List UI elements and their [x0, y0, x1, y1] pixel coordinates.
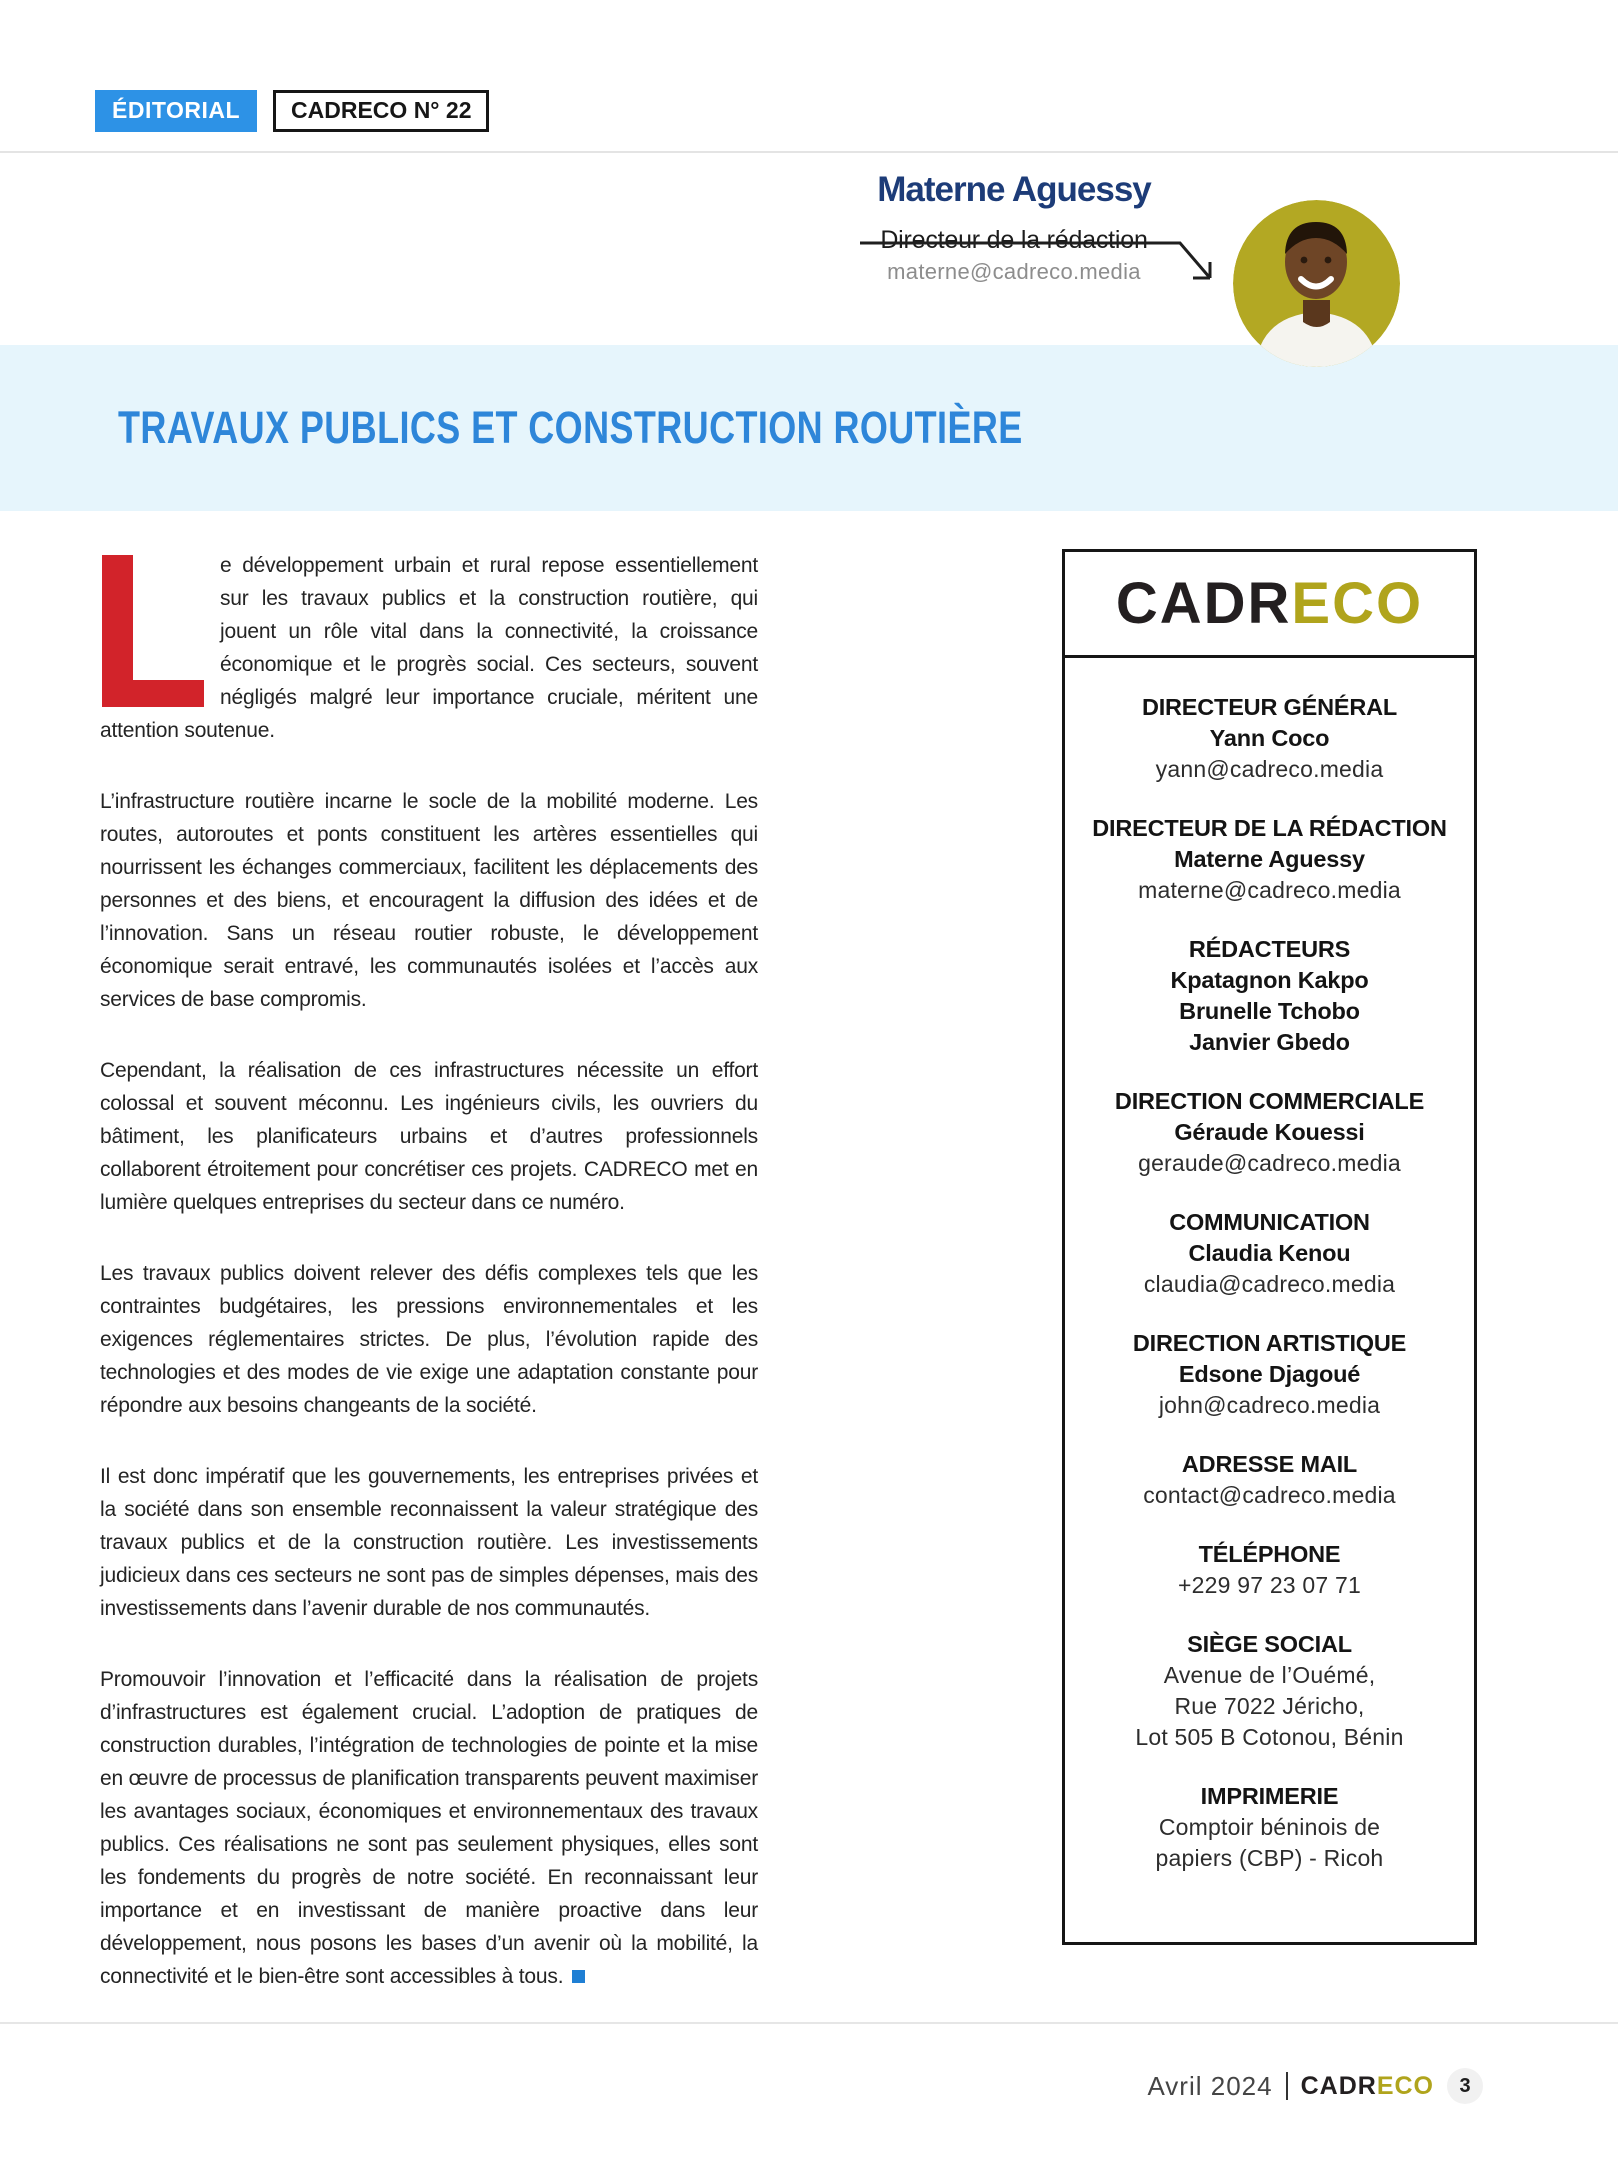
author-name: Materne Aguessy: [877, 170, 1151, 209]
top-divider: [0, 151, 1618, 153]
masthead-sections: [1065, 658, 1474, 1874]
headline-band: [0, 345, 1618, 511]
footer-divider: [0, 2022, 1618, 2024]
masthead-contact: materne@cadreco.media: [1138, 877, 1401, 903]
page-number-badge: [1447, 2068, 1483, 2104]
masthead-contact: contact@cadreco.media: [1143, 1482, 1396, 1508]
masthead-section-title: DIRECTION COMMERCIALE: [1114, 1088, 1425, 1114]
page-footer: [1147, 2066, 1483, 2106]
masthead-section: [1073, 1629, 1466, 1753]
masthead-box: [1062, 549, 1477, 1945]
masthead-person-name: Yann Coco: [1209, 725, 1330, 751]
masthead-person-name: Edsone Djagoué: [1178, 1361, 1361, 1387]
issue-badge-label: CADRECO N° 22: [291, 97, 472, 123]
masthead-contact: john@cadreco.media: [1158, 1392, 1381, 1418]
masthead-section-title: RÉDACTEURS: [1188, 936, 1351, 962]
article-paragraph: Cependant, la réalisation de ces infrastructures nécessite un effort colossal et souvent méconnu. Les ingénieurs civils, les ouvriers du bâtiment, les planificateurs urbains et d’autres professionnels collaborent étroitement pour concrétiser ces projets. CADRECO met en lumière quelques entreprises du secteur dans ce numéro.: [100, 1059, 758, 1214]
author-portrait-illustration: [1233, 200, 1400, 367]
masthead-section-title: COMMUNICATION: [1169, 1209, 1370, 1235]
masthead-detail-line: Avenue de l’Ouémé,: [1163, 1662, 1376, 1688]
masthead-section-title: IMPRIMERIE: [1200, 1783, 1339, 1809]
dropcap-letter-L: [102, 555, 204, 707]
article-paragraphs: [100, 785, 758, 1993]
masthead-contact: yann@cadreco.media: [1155, 756, 1384, 782]
editorial-badge: [95, 90, 257, 132]
article-body: [100, 549, 758, 2031]
masthead-detail-line: papiers (CBP) - Ricoh: [1155, 1845, 1384, 1871]
article-end-mark: [572, 1970, 585, 1983]
masthead-section-title: DIRECTION ARTISTIQUE: [1132, 1330, 1407, 1356]
masthead-detail-line: Comptoir béninois de: [1158, 1814, 1381, 1840]
article-paragraph: L’infrastructure routière incarne le socle de la mobilité moderne. Les routes, autoroutes et ponts constituent les artères essentielles qui nourrissent les échanges commerciaux, facilitent les déplacements des personnes et des biens, et encouragent la diffusion des idées et de l’innovation. Sans un réseau routier robuste, le développement économique serait entravé, les communautés isolées et l’accès aux services de base compromis.: [100, 790, 758, 1011]
logo-part-dark: CADR: [1115, 571, 1292, 636]
author-avatar: [1233, 200, 1400, 367]
page-number: 3: [1459, 2074, 1471, 2097]
author-role: Directeur de la rédaction: [880, 226, 1148, 254]
author-email: materne@cadreco.media: [887, 259, 1141, 284]
masthead-section: [1073, 813, 1466, 906]
masthead-section: [1073, 1781, 1466, 1874]
masthead-section: [1073, 1207, 1466, 1300]
masthead-contact: claudia@cadreco.media: [1143, 1271, 1396, 1297]
masthead-section: [1073, 1328, 1466, 1421]
masthead-section: [1073, 1086, 1466, 1179]
header-badges: [95, 90, 489, 132]
article-paragraph: Les travaux publics doivent relever des défis complexes tels que les contraintes budgétaires, les pressions environnementales et les exigences réglementaires strictes. De plus, l’évolution rapide des technologies et des modes de vie exige une adaptation constante pour répondre aux besoins changeants de la société.: [100, 1262, 758, 1417]
masthead-person-name: Claudia Kenou: [1188, 1240, 1351, 1266]
page-title: TRAVAUX PUBLICS ET CONSTRUCTION ROUTIÈRE: [118, 402, 1023, 453]
masthead-detail-line: Rue 7022 Jéricho,: [1174, 1693, 1365, 1719]
masthead-person-name: Materne Aguessy: [1174, 846, 1365, 872]
lead-paragraph: [100, 549, 758, 747]
masthead-person-name: Brunelle Tchobo: [1179, 998, 1360, 1024]
masthead-section: [1073, 1539, 1466, 1601]
footer-separator: [1286, 2072, 1288, 2100]
editorial-badge-label: ÉDITORIAL: [112, 97, 241, 123]
logo-part-olive: ECO: [1291, 571, 1424, 636]
masthead-section: [1073, 934, 1466, 1058]
masthead-section: [1073, 692, 1466, 785]
masthead-contact: +229 97 23 07 71: [1178, 1572, 1361, 1598]
masthead-person-name: Kpatagnon Kakpo: [1170, 967, 1369, 993]
masthead-contact: geraude@cadreco.media: [1138, 1150, 1401, 1176]
lead-paragraph-text: e développement urbain et rural repose essentiellement sur les travaux publics et la construction routière, qui jouent un rôle vital dans la connectivité, la croissance économique et le progrès social. Ces secteurs, souvent négligés malgré leur importance cruciale, méritent une attention soutenue.: [100, 554, 758, 742]
masthead-section-title: ADRESSE MAIL: [1181, 1451, 1358, 1477]
cadreco-logo: [1065, 552, 1474, 658]
footer-date: Avril 2024: [1147, 2070, 1273, 2101]
masthead-section: [1073, 1449, 1466, 1511]
article-paragraph: Promouvoir l’innovation et l’efficacité dans la réalisation de projets d’infrastructures est également crucial. L’adoption de pratiques de construction durables, l’intégration de technologies de pointe et la mise en œuvre de processus de planification transparents peuvent maximiser les avantages sociaux, économiques et environnementaux des travaux publics. Ces réalisations ne sont pas seulement physiques, elles sont les fondements du progrès de notre société. En reconnaissant leur importance et en investissant de manière proactive dans leur développement, nous posons les bases d’un avenir où la mobilité, la connectivité et le bien-être sont accessibles à tous.: [100, 1668, 758, 1988]
article-paragraph: Il est donc impératif que les gouvernements, les entreprises privées et la société dans son ensemble reconnaissent la valeur stratégique des travaux publics et de la construction routière. Les investissements judicieux dans ces secteurs ne sont pas de simples dépenses, mais des investissements dans l’avenir durable de nos communautés.: [100, 1465, 758, 1620]
masthead-section-title: DIRECTEUR DE LA RÉDACTION: [1092, 815, 1447, 841]
masthead-person-name: Géraude Kouessi: [1174, 1119, 1365, 1145]
masthead-person-name: Janvier Gbedo: [1189, 1029, 1350, 1055]
masthead-section-title: DIRECTEUR GÉNÉRAL: [1141, 694, 1398, 720]
masthead-detail-line: Lot 505 B Cotonou, Bénin: [1135, 1724, 1404, 1750]
masthead-section-title: TÉLÉPHONE: [1198, 1541, 1341, 1567]
footer-brand: [1301, 2072, 1434, 2101]
footer-brand-olive: ECO: [1376, 2071, 1434, 2100]
footer-brand-dark: CADR: [1300, 2071, 1377, 2100]
arrow-to-photo-icon: [858, 240, 1222, 288]
issue-badge: [273, 90, 489, 132]
masthead-section-title: SIÈGE SOCIAL: [1187, 1631, 1352, 1657]
dropcap-horizontal-bar: [102, 680, 204, 707]
